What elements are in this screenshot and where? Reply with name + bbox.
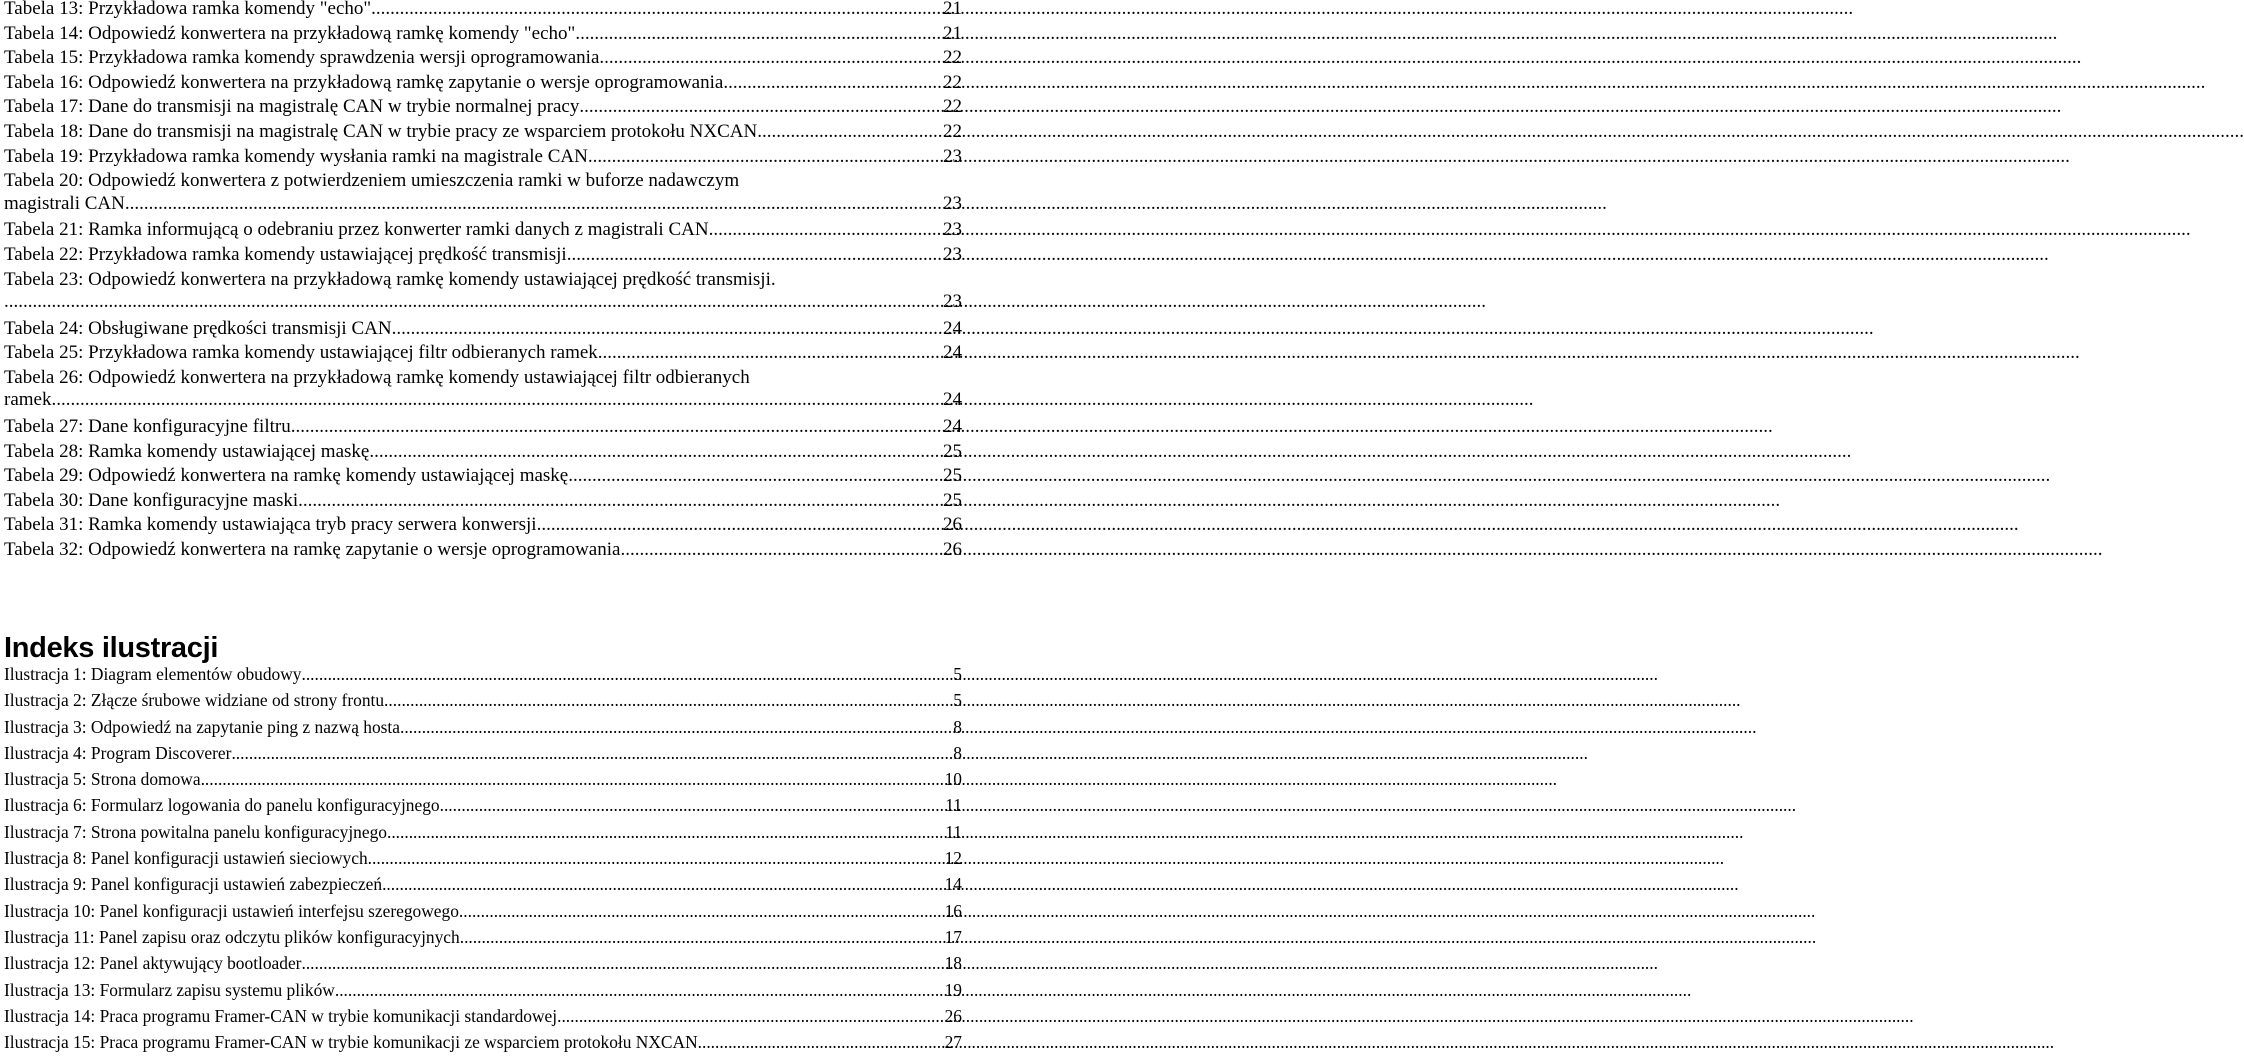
illustration-index-entry-title: Ilustracja 9: Panel konfiguracji ustawień zabezpieczeń bbox=[4, 874, 383, 895]
table-index-entry-page-number: 25 bbox=[943, 489, 962, 511]
table-index-entry[interactable] bbox=[4, 121, 962, 146]
table-index-entry-page-number: 22 bbox=[943, 96, 962, 118]
illustration-index-entry-row bbox=[4, 848, 962, 868]
dot-leader bbox=[301, 953, 944, 973]
table-index-entry-page-number: 23 bbox=[943, 192, 962, 214]
dot-leader bbox=[568, 465, 943, 488]
table-index-entry-page-number: 23 bbox=[943, 291, 962, 313]
illustration-index-entry-page-number: 8 bbox=[953, 742, 962, 763]
dot-leader bbox=[557, 1006, 945, 1026]
table-index-entry[interactable] bbox=[4, 244, 962, 269]
illustration-index-entry-page-number: 10 bbox=[944, 769, 962, 790]
table-index-entry-row bbox=[4, 121, 962, 144]
table-index-entry-title: Tabela 31: Ramka komendy ustawiająca tryb pracy serwera konwersji bbox=[4, 514, 537, 536]
illustration-index-entry-title: Ilustracja 3: Odpowiedź na zapytanie ping z nazwą hosta bbox=[4, 716, 400, 737]
illustration-index-entry[interactable] bbox=[4, 717, 962, 743]
illustration-index-entry-title: Ilustracja 12: Panel aktywujący bootloader bbox=[4, 953, 302, 974]
illustration-index-entry-row bbox=[4, 901, 962, 921]
dot-leader bbox=[291, 416, 943, 439]
table-index-entry-row bbox=[4, 342, 962, 365]
table-index-entry-row bbox=[4, 490, 962, 513]
illustration-index-entry-page-number: 26 bbox=[944, 1005, 962, 1026]
table-index-entry[interactable] bbox=[4, 72, 962, 97]
table-index-entry-row bbox=[4, 514, 962, 537]
table-index-entry-title: Tabela 14: Odpowiedź konwertera na przykładową ramkę komendy "echo" bbox=[4, 22, 576, 44]
dot-leader bbox=[368, 848, 945, 868]
illustration-index-entry[interactable] bbox=[4, 664, 962, 690]
table-index-entry-row bbox=[4, 146, 962, 169]
dot-leader bbox=[201, 769, 945, 789]
illustration-index-entry-row bbox=[4, 664, 962, 684]
table-index-entry-row bbox=[4, 0, 962, 21]
table-index-entry-page-number: 22 bbox=[943, 47, 962, 69]
dot-leader bbox=[125, 193, 943, 216]
table-index-entry[interactable] bbox=[4, 219, 962, 244]
table-index-entry-title: Tabela 19: Przykładowa ramka komendy wysłania ramki na magistrale CAN bbox=[4, 145, 588, 167]
table-index-entry-page-number: 25 bbox=[943, 465, 962, 487]
illustration-index-entry-page-number: 18 bbox=[944, 953, 962, 974]
illustration-index-entry-row bbox=[4, 743, 962, 763]
illustration-index-entry-title: Ilustracja 1: Diagram elementów obudowy bbox=[4, 664, 302, 684]
dot-leader bbox=[440, 795, 946, 815]
table-index-entry-row bbox=[4, 193, 962, 216]
illustration-index-entry-title: Ilustracja 13: Formularz zapisu systemu plików bbox=[4, 979, 335, 1000]
table-index-entry-title: magistrali CAN bbox=[4, 192, 125, 214]
illustration-index-entry-page-number: 8 bbox=[953, 716, 962, 737]
illustration-index-entry-page-number: 19 bbox=[944, 979, 962, 1000]
table-index-entry[interactable] bbox=[4, 170, 962, 219]
dot-leader bbox=[567, 244, 943, 267]
table-index-entry[interactable] bbox=[4, 269, 962, 318]
table-index-entry-row bbox=[4, 465, 962, 488]
illustration-index-entry-row bbox=[4, 927, 962, 947]
table-index-entry-row bbox=[4, 219, 962, 242]
illustration-index-entry[interactable] bbox=[4, 769, 962, 795]
table-index-entry-title-line: Tabela 26: Odpowiedź konwertera na przykładową ramkę komendy ustawiającej filtr odbieranych bbox=[4, 366, 750, 388]
illustration-index-entry-title: Ilustracja 7: Strona powitalna panelu konfiguracyjnego bbox=[4, 821, 387, 842]
dot-leader bbox=[588, 146, 943, 169]
illustration-index-entry[interactable] bbox=[4, 953, 962, 979]
dot-leader bbox=[459, 901, 945, 921]
dot-leader bbox=[620, 539, 943, 562]
table-index-entry-title: Tabela 15: Przykładowa ramka komendy sprawdzenia wersji oprogramowania bbox=[4, 47, 600, 69]
table-index-entry-title-line: Tabela 23: Odpowiedź konwertera na przykładową ramkę komendy ustawiającej prędkość transmisji. bbox=[4, 268, 776, 290]
table-index-entry-page-number: 25 bbox=[943, 440, 962, 462]
table-index-entry-title: Tabela 25: Przykładowa ramka komendy ustawiającej filtr odbieranych ramek bbox=[4, 342, 598, 364]
table-index-entry-row bbox=[4, 539, 962, 562]
table-index-entry[interactable] bbox=[4, 367, 962, 416]
table-index-entry-title: Tabela 29: Odpowiedź konwertera na ramkę komendy ustawiającej maskę bbox=[4, 465, 569, 487]
dot-leader bbox=[575, 23, 943, 46]
illustration-index-entry[interactable] bbox=[4, 1006, 962, 1032]
dot-leader bbox=[298, 490, 943, 513]
dot-leader bbox=[301, 664, 953, 684]
illustration-index-entry-row bbox=[4, 690, 962, 710]
illustration-index-entry-row bbox=[4, 769, 962, 789]
dot-leader bbox=[231, 743, 953, 763]
illustration-index-entry-row bbox=[4, 980, 962, 1000]
illustration-index-list bbox=[4, 664, 962, 1058]
table-index-entry[interactable] bbox=[4, 416, 962, 441]
dot-leader bbox=[392, 318, 943, 341]
dot-leader bbox=[400, 717, 953, 737]
illustration-index-entry[interactable] bbox=[4, 822, 962, 848]
illustration-index-entry[interactable] bbox=[4, 848, 962, 874]
illustration-index-entry[interactable] bbox=[4, 927, 962, 953]
table-index-entry-page-number: 21 bbox=[943, 22, 962, 44]
table-index-entry[interactable] bbox=[4, 96, 962, 121]
illustration-index-entry[interactable] bbox=[4, 743, 962, 769]
table-index-entry-title: Tabela 32: Odpowiedź konwertera na ramkę zapytanie o wersje oprogramowania bbox=[4, 539, 621, 561]
table-index-entry-title: Tabela 30: Dane konfiguracyjne maski bbox=[4, 489, 299, 511]
dot-leader bbox=[460, 927, 945, 947]
dot-leader bbox=[762, 121, 943, 144]
dot-leader bbox=[537, 514, 943, 537]
table-index-entry[interactable] bbox=[4, 514, 962, 539]
dot-leader bbox=[387, 822, 945, 842]
table-index-entry-row bbox=[4, 23, 962, 46]
table-index-entry-title-line: Tabela 20: Odpowiedź konwertera z potwierdzeniem umieszczenia ramki w buforze nadawczym bbox=[4, 170, 740, 192]
illustration-index-entry-row bbox=[4, 1032, 962, 1052]
dot-leader bbox=[4, 291, 943, 314]
table-index-entry-page-number: 26 bbox=[943, 514, 962, 536]
dot-leader bbox=[723, 72, 943, 95]
table-index-entry-row bbox=[4, 318, 962, 341]
table-index-entry[interactable] bbox=[4, 490, 962, 515]
illustration-index-entry[interactable] bbox=[4, 874, 962, 900]
illustration-index-entry-row bbox=[4, 795, 962, 815]
table-index-entry-row bbox=[4, 416, 962, 439]
table-index-entry[interactable] bbox=[4, 47, 962, 72]
illustration-index-entry-page-number: 16 bbox=[944, 900, 962, 921]
table-index-entry-title: Tabela 18: Dane do transmisji na magistralę CAN w trybie pracy ze wsparciem protokołu NXCAN. bbox=[4, 120, 762, 142]
illustration-index-entry-row bbox=[4, 822, 962, 842]
table-index-entry[interactable] bbox=[4, 23, 962, 48]
dot-leader bbox=[579, 96, 943, 119]
illustration-index-entry-page-number: 5 bbox=[953, 690, 962, 711]
illustration-index-entry-page-number: 11 bbox=[945, 821, 962, 842]
illustration-index-entry-title: Ilustracja 10: Panel konfiguracji ustawień interfejsu szeregowego bbox=[4, 900, 459, 921]
illustration-index-entry[interactable] bbox=[4, 901, 962, 927]
table-index-entry[interactable] bbox=[4, 318, 962, 343]
illustration-index-entry-title: Ilustracja 2: Złącze śrubowe widziane od strony frontu bbox=[4, 690, 385, 711]
illustration-index-entry-title: Ilustracja 11: Panel zapisu oraz odczytu plików konfiguracyjnych bbox=[4, 926, 460, 947]
table-index-entry-row bbox=[4, 389, 962, 412]
dot-leader bbox=[382, 874, 945, 894]
table-index-entry-page-number: 23 bbox=[943, 219, 962, 241]
table-index-entry-row bbox=[4, 244, 962, 267]
table-index-entry-title: Tabela 22: Przykładowa ramka komendy ustawiającej prędkość transmisji bbox=[4, 243, 567, 265]
illustration-index-entry[interactable] bbox=[4, 795, 962, 821]
table-index-entry-row bbox=[4, 72, 962, 95]
table-index-entry[interactable] bbox=[4, 146, 962, 171]
illustration-index-heading: Indeks ilustracji bbox=[4, 632, 219, 664]
table-index-entry-title: Tabela 17: Dane do transmisji na magistralę CAN w trybie normalnej pracy bbox=[4, 96, 580, 118]
dot-leader bbox=[598, 342, 943, 365]
table-index-entry-row bbox=[4, 96, 962, 119]
table-index-entry[interactable] bbox=[4, 0, 962, 23]
illustration-index-entry-page-number: 27 bbox=[944, 1032, 962, 1053]
illustration-index-entry-page-number: 14 bbox=[944, 874, 962, 895]
illustration-index-entry-title: Ilustracja 5: Strona domowa bbox=[4, 769, 201, 790]
table-index-entry-page-number: 23 bbox=[943, 243, 962, 265]
table-index-entry[interactable] bbox=[4, 342, 962, 367]
table-index-entry[interactable] bbox=[4, 539, 962, 564]
illustration-index-entry-page-number: 11 bbox=[945, 795, 962, 816]
illustration-index-entry-row bbox=[4, 874, 962, 894]
illustration-index-entry-page-number: 5 bbox=[953, 664, 962, 684]
table-index-entry-page-number: 22 bbox=[943, 120, 962, 142]
table-index-list bbox=[4, 0, 962, 564]
table-index-entry-title: Tabela 21: Ramka informującą o odebraniu przez konwerter ramki danych z magistrali CAN bbox=[4, 219, 709, 241]
illustration-index-entry[interactable] bbox=[4, 1032, 962, 1058]
illustration-index-entry[interactable] bbox=[4, 980, 962, 1006]
dot-leader bbox=[384, 690, 953, 710]
table-index-entry-page-number: 22 bbox=[943, 71, 962, 93]
table-index-entry[interactable] bbox=[4, 465, 962, 490]
table-index-entry-row bbox=[4, 291, 962, 314]
illustration-index-entry-title: Ilustracja 8: Panel konfiguracji ustawień sieciowych bbox=[4, 848, 368, 869]
table-index-entry-page-number: 24 bbox=[943, 416, 962, 438]
table-index-entry-page-number: 24 bbox=[943, 389, 962, 411]
table-index-entry-title: ramek bbox=[4, 389, 52, 411]
illustration-index-entry-row bbox=[4, 1006, 962, 1026]
illustration-index-entry-row bbox=[4, 953, 962, 973]
table-index-entry[interactable] bbox=[4, 441, 962, 466]
illustration-index-entry-title: Ilustracja 14: Praca programu Framer-CAN w trybie komunikacji standardowej bbox=[4, 1005, 558, 1026]
dot-leader bbox=[709, 219, 943, 242]
table-index-entry-page-number: 26 bbox=[943, 539, 962, 561]
illustration-index-entry-title: Ilustracja 15: Praca programu Framer-CAN w trybie komunikacji ze wsparciem protokołu NXCAN bbox=[4, 1032, 698, 1053]
table-index-entry-title: Tabela 27: Dane konfiguracyjne filtru bbox=[4, 416, 291, 438]
table-index-entry-page-number: 24 bbox=[943, 317, 962, 339]
table-index-entry-title: Tabela 13: Przykładowa ramka komendy "echo" bbox=[4, 0, 372, 19]
table-index-entry-title: Tabela 16: Odpowiedź konwertera na przykładową ramkę zapytanie o wersje oprogramowania bbox=[4, 71, 724, 93]
dot-leader bbox=[335, 980, 945, 1000]
dot-leader bbox=[371, 0, 943, 21]
table-index-entry-page-number: 24 bbox=[943, 342, 962, 364]
dot-leader bbox=[369, 441, 943, 464]
illustration-index-entry-row bbox=[4, 717, 962, 737]
illustration-index-entry-page-number: 12 bbox=[944, 848, 962, 869]
dot-leader bbox=[698, 1032, 945, 1052]
illustration-index-entry[interactable] bbox=[4, 690, 962, 716]
dot-leader bbox=[599, 47, 943, 70]
table-index-entry-title: Tabela 24: Obsługiwane prędkości transmisji CAN bbox=[4, 317, 392, 339]
illustration-index-entry-title: Ilustracja 6: Formularz logowania do panelu konfiguracyjnego bbox=[4, 795, 440, 816]
table-index-entry-page-number: 21 bbox=[943, 0, 962, 19]
illustration-index-entry-title: Ilustracja 4: Program Discoverer bbox=[4, 742, 232, 763]
table-index-entry-page-number: 23 bbox=[943, 145, 962, 167]
illustration-index-entry-page-number: 17 bbox=[944, 926, 962, 947]
table-index-entry-row bbox=[4, 47, 962, 70]
table-index-entry-row bbox=[4, 441, 962, 464]
table-index-entry-title: Tabela 28: Ramka komendy ustawiającej maskę bbox=[4, 440, 370, 462]
dot-leader bbox=[51, 389, 943, 412]
